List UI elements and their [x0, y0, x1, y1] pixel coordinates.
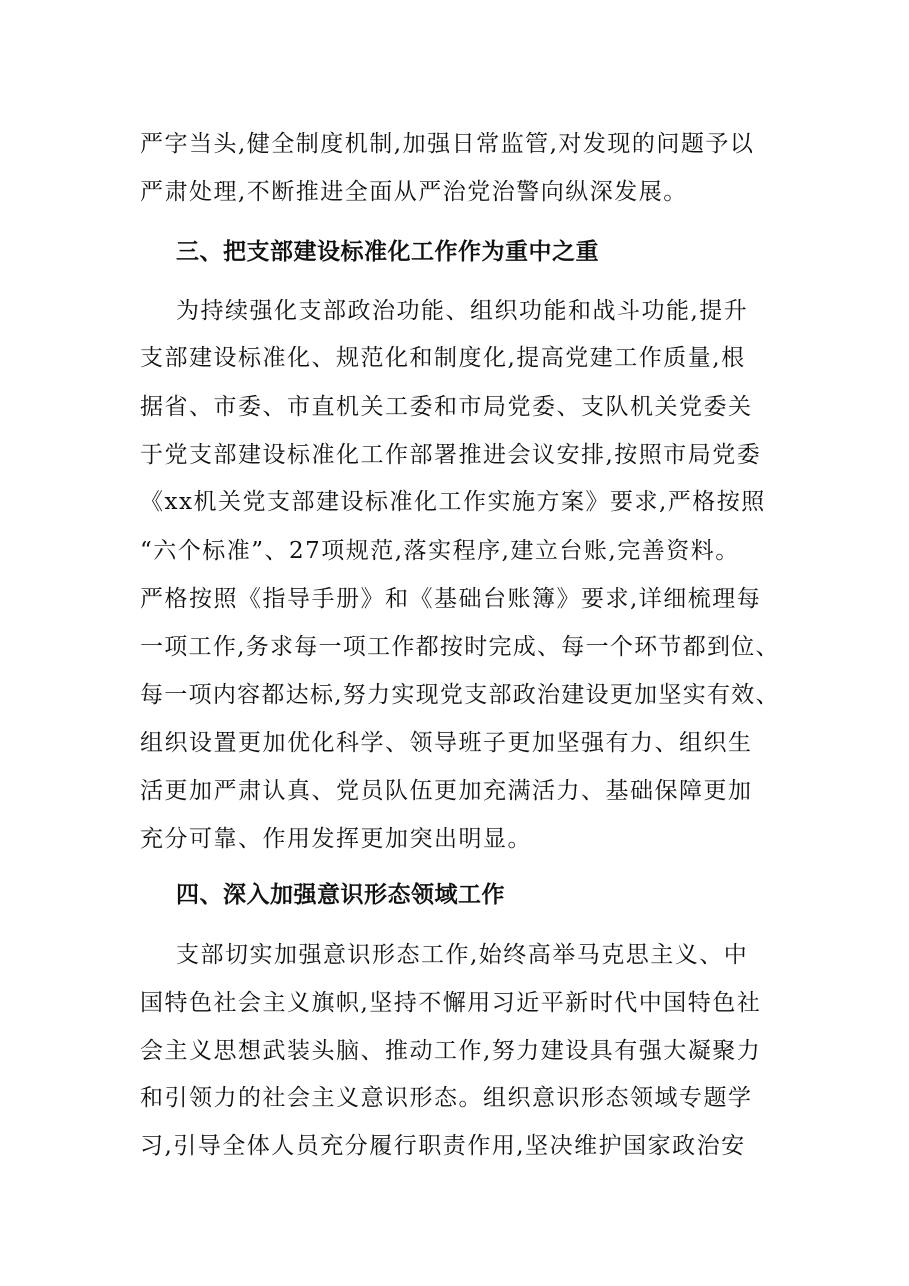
paragraph-line: 习,引导全体人员充分履行职责作用,坚决维护国家政治安 — [140, 1133, 746, 1159]
paragraph-line: 组织设置更加优化科学、领导班子更加坚强有力、组织生 — [140, 730, 753, 756]
paragraph-line: 严肃处理,不断推进全面从严治党治警向纵深发展。 — [140, 179, 688, 205]
paragraph-line: 据省、市委、市直机关工委和市局党委、支队机关党委关 — [140, 394, 753, 420]
section-heading: 三、把支部建设标准化工作作为重中之重 — [176, 239, 599, 265]
section-heading: 四、深入加强意识形态领域工作 — [176, 882, 505, 908]
paragraph-line: 每一项内容都达标,努力实现党支部政治建设更加坚实有效、 — [140, 682, 780, 708]
paragraph-line: 严字当头,健全制度机制,加强日常监管,对发现的问题予以 — [140, 131, 755, 157]
paragraph-line: 支部建设标准化、规范化和制度化,提高党建工作质量,根 — [140, 345, 746, 371]
paragraph-line: 于党支部建设标准化工作部署推进会议安排,按照市局党委 — [140, 442, 762, 468]
paragraph-line: “六个标准”、27项规范,落实程序,建立台账,完善资料。 — [140, 538, 740, 564]
paragraph-line: 充分可靠、作用发挥更加突出明显。 — [140, 826, 532, 852]
paragraph-line: 支部切实加强意识形态工作,始终高举马克思主义、中 — [176, 942, 749, 968]
paragraph-line: 国特色社会主义旗帜,坚持不懈用习近平新时代中国特色社 — [140, 990, 762, 1016]
paragraph-line: 严格按照《指导手册》和《基础台账簿》要求,详细梳理每 — [140, 586, 762, 612]
paragraph-line: 《xx机关党支部建设标准化工作实施方案》要求,严格按照 — [140, 489, 766, 515]
paragraph-line: 为持续强化支部政治功能、组织功能和战斗功能,提升 — [176, 298, 749, 324]
paragraph-line: 活更加严肃认真、党员队伍更加充满活力、基础保障更加 — [140, 778, 753, 804]
paragraph-line: 一项工作,务求每一项工作都按时完成、每一个环节都到位、 — [140, 634, 780, 660]
paragraph-line: 和引领力的社会主义意识形态。组织意识形态领域专题学 — [140, 1085, 753, 1111]
paragraph-line: 会主义思想武装头脑、推动工作,努力建设具有强大凝聚力 — [140, 1038, 762, 1064]
